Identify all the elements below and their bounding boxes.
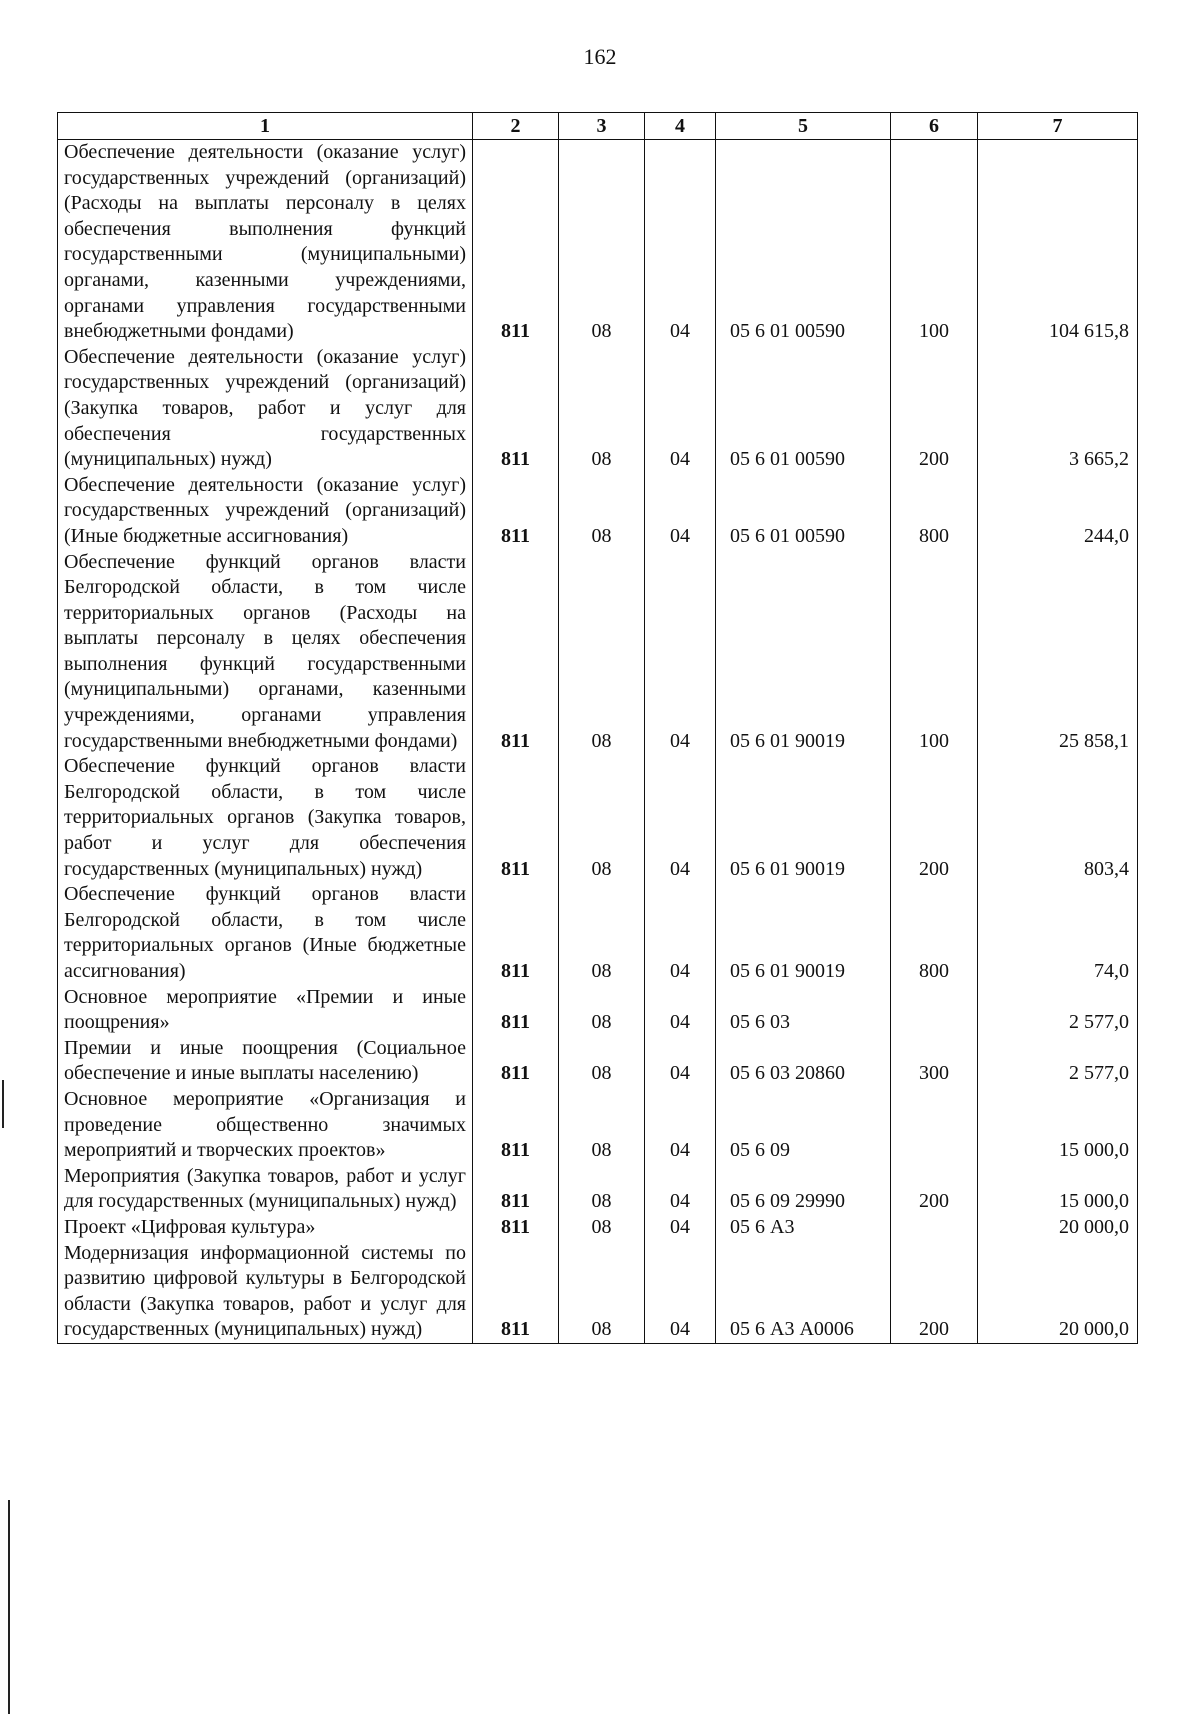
page-number: 162 <box>583 44 617 69</box>
row-admin-code-cell: 811 <box>473 345 559 473</box>
row-name-cell: Обеспечение деятельности (оказание услуг) государственных учреждений (организаций) (Расходы на выплаты персоналу в целях обеспечения выполнения функций государственными (муниципальными) органами, казенными учреждениями, органами управления государственными внебюджетными фондами) <box>58 140 473 345</box>
row-amount-cell: 2 577,0 <box>978 985 1138 1036</box>
row-amount-cell: 74,0 <box>978 882 1138 984</box>
row-section-cell: 08 <box>559 1036 645 1087</box>
row-name-cell: Проект «Цифровая культура» <box>58 1215 473 1241</box>
table-row <box>58 473 1138 550</box>
row-target-article-cell: 05 6 А3 А0006 <box>716 1241 891 1344</box>
row-expense-type-cell: 200 <box>891 1164 978 1215</box>
row-target-article-cell: 05 6 03 20860 <box>716 1036 891 1087</box>
row-admin-code-cell: 811 <box>473 1036 559 1087</box>
row-admin-code-cell: 811 <box>473 1241 559 1344</box>
row-target-article-cell: 05 6 01 90019 <box>716 754 891 882</box>
row-subsection-cell: 04 <box>645 345 716 473</box>
row-section-cell: 08 <box>559 1241 645 1344</box>
table-body <box>58 140 1138 1344</box>
row-section-cell: 08 <box>559 1215 645 1241</box>
row-name-cell: Модернизация информационной системы по развитию цифровой культуры в Белгородской области (Закупка товаров, работ и услуг для государственных (муниципальных) нужд) <box>58 1241 473 1344</box>
row-subsection-cell: 04 <box>645 550 716 755</box>
row-name-cell: Обеспечение функций органов власти Белгородской области, в том числе территориальных органов (Расходы на выплаты персоналу в целях обеспечения выполнения функций государственными (муниципальными) органами, казенными учреждениями, органами управления государственными внебюджетными фондами) <box>58 550 473 755</box>
row-expense-type-cell <box>891 985 978 1036</box>
row-subsection-cell: 04 <box>645 1087 716 1164</box>
row-expense-type-cell: 800 <box>891 473 978 550</box>
row-expense-type-cell: 100 <box>891 140 978 345</box>
table-row <box>58 345 1138 473</box>
row-subsection-cell: 04 <box>645 1241 716 1344</box>
row-admin-code-cell: 811 <box>473 1215 559 1241</box>
column-header-4: 4 <box>645 113 716 140</box>
row-admin-code-cell: 811 <box>473 754 559 882</box>
row-section-cell: 08 <box>559 473 645 550</box>
row-admin-code-cell: 811 <box>473 985 559 1036</box>
table-row <box>58 985 1138 1036</box>
row-subsection-cell: 04 <box>645 882 716 984</box>
table-row <box>58 754 1138 882</box>
row-name-cell: Обеспечение деятельности (оказание услуг) государственных учреждений (организаций) (Закупка товаров, работ и услуг для обеспечения государственных (муниципальных) нужд) <box>58 345 473 473</box>
row-section-cell: 08 <box>559 985 645 1036</box>
row-target-article-cell: 05 6 01 90019 <box>716 550 891 755</box>
row-amount-cell: 20 000,0 <box>978 1241 1138 1344</box>
row-expense-type-cell: 200 <box>891 754 978 882</box>
row-section-cell: 08 <box>559 1087 645 1164</box>
column-header-1: 1 <box>58 113 473 140</box>
row-section-cell: 08 <box>559 550 645 755</box>
row-name-cell: Обеспечение функций органов власти Белгородской области, в том числе территориальных органов (Закупка товаров, работ и услуг для обеспечения государственных (муниципальных) нужд) <box>58 754 473 882</box>
column-header-2: 2 <box>473 113 559 140</box>
row-amount-cell: 104 615,8 <box>978 140 1138 345</box>
row-admin-code-cell: 811 <box>473 1087 559 1164</box>
row-name-cell: Мероприятия (Закупка товаров, работ и услуг для государственных (муниципальных) нужд) <box>58 1164 473 1215</box>
row-target-article-cell: 05 6 01 00590 <box>716 345 891 473</box>
row-section-cell: 08 <box>559 345 645 473</box>
column-header-3: 3 <box>559 113 645 140</box>
row-expense-type-cell: 200 <box>891 1241 978 1344</box>
row-subsection-cell: 04 <box>645 1164 716 1215</box>
row-name-cell: Обеспечение деятельности (оказание услуг) государственных учреждений (организаций) (Иные бюджетные ассигнования) <box>58 473 473 550</box>
table-row <box>58 1241 1138 1344</box>
row-admin-code-cell: 811 <box>473 550 559 755</box>
row-target-article-cell: 05 6 01 90019 <box>716 882 891 984</box>
column-header-5: 5 <box>716 113 891 140</box>
row-target-article-cell: 05 6 01 00590 <box>716 473 891 550</box>
table-row <box>58 1036 1138 1087</box>
row-amount-cell: 15 000,0 <box>978 1164 1138 1215</box>
row-admin-code-cell: 811 <box>473 882 559 984</box>
row-target-article-cell: 05 6 А3 <box>716 1215 891 1241</box>
row-section-cell: 08 <box>559 882 645 984</box>
row-name-cell: Основное мероприятие «Премии и иные поощрения» <box>58 985 473 1036</box>
row-name-cell: Основное мероприятие «Организация и проведение общественно значимых мероприятий и творческих проектов» <box>58 1087 473 1164</box>
table-row <box>58 1164 1138 1215</box>
row-expense-type-cell <box>891 1215 978 1241</box>
row-admin-code-cell: 811 <box>473 1164 559 1215</box>
budget-table <box>57 112 1138 1344</box>
row-expense-type-cell: 100 <box>891 550 978 755</box>
row-section-cell: 08 <box>559 140 645 345</box>
row-target-article-cell: 05 6 09 29990 <box>716 1164 891 1215</box>
row-amount-cell: 25 858,1 <box>978 550 1138 755</box>
row-subsection-cell: 04 <box>645 140 716 345</box>
row-expense-type-cell: 800 <box>891 882 978 984</box>
scan-margin-mark <box>2 1080 4 1128</box>
row-target-article-cell: 05 6 01 00590 <box>716 140 891 345</box>
column-header-6: 6 <box>891 113 978 140</box>
row-expense-type-cell: 300 <box>891 1036 978 1087</box>
row-amount-cell: 3 665,2 <box>978 345 1138 473</box>
row-target-article-cell: 05 6 09 <box>716 1087 891 1164</box>
row-amount-cell: 20 000,0 <box>978 1215 1138 1241</box>
row-amount-cell: 2 577,0 <box>978 1036 1138 1087</box>
row-subsection-cell: 04 <box>645 473 716 550</box>
scan-margin-mark <box>8 1500 10 1714</box>
table-row <box>58 550 1138 755</box>
row-subsection-cell: 04 <box>645 985 716 1036</box>
row-subsection-cell: 04 <box>645 754 716 882</box>
table-header <box>58 113 1138 140</box>
row-section-cell: 08 <box>559 754 645 882</box>
table-row <box>58 140 1138 345</box>
row-amount-cell: 244,0 <box>978 473 1138 550</box>
column-header-7: 7 <box>978 113 1138 140</box>
row-section-cell: 08 <box>559 1164 645 1215</box>
table-row <box>58 1215 1138 1241</box>
row-amount-cell: 15 000,0 <box>978 1087 1138 1164</box>
row-name-cell: Премии и иные поощрения (Социальное обеспечение и иные выплаты населению) <box>58 1036 473 1087</box>
row-name-cell: Обеспечение функций органов власти Белгородской области, в том числе территориальных органов (Иные бюджетные ассигнования) <box>58 882 473 984</box>
row-subsection-cell: 04 <box>645 1215 716 1241</box>
row-admin-code-cell: 811 <box>473 473 559 550</box>
row-expense-type-cell: 200 <box>891 345 978 473</box>
row-amount-cell: 803,4 <box>978 754 1138 882</box>
row-target-article-cell: 05 6 03 <box>716 985 891 1036</box>
header-row <box>58 113 1138 140</box>
table-row <box>58 1087 1138 1164</box>
row-expense-type-cell <box>891 1087 978 1164</box>
table-row <box>58 882 1138 984</box>
row-subsection-cell: 04 <box>645 1036 716 1087</box>
row-admin-code-cell: 811 <box>473 140 559 345</box>
